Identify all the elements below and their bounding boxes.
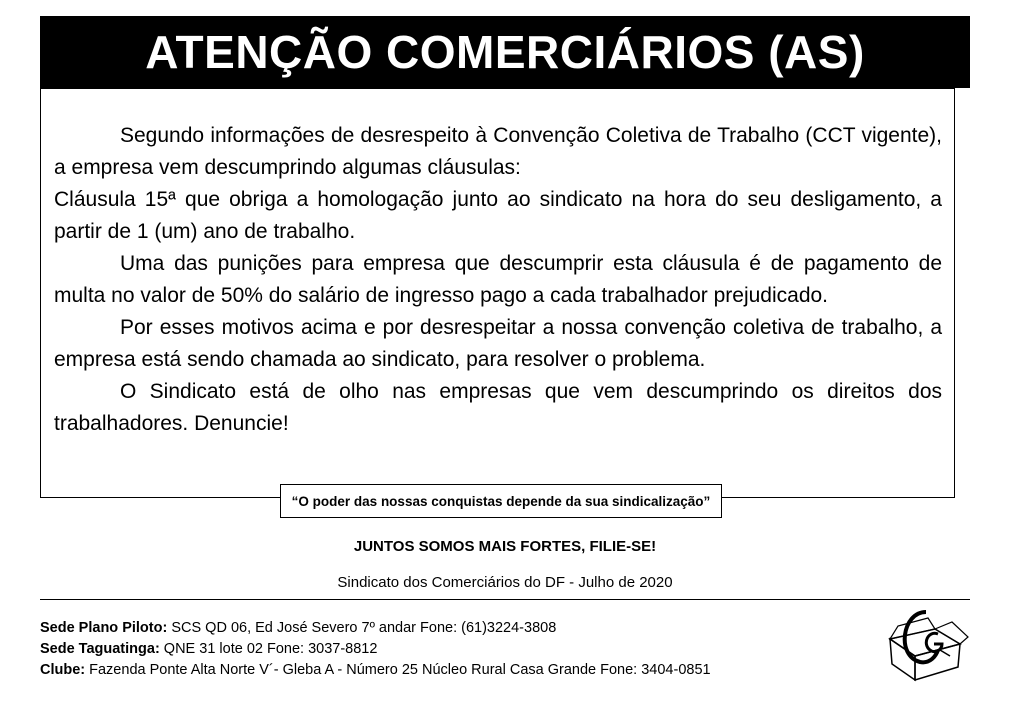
contact-text: SCS QD 06, Ed José Severo 7º andar Fone: (61)3224-3808 [167, 620, 557, 636]
page-title: ATENÇÃO COMERCIÁRIOS (AS) [40, 16, 970, 88]
slogan: JUNTOS SOMOS MAIS FORTES, FILIE-SE! [353, 538, 657, 555]
paragraph-intro: Segundo informações de desrespeito à Convenção Coletiva de Trabalho (CCT vigente), a empresa vem descumprindo algumas cláusulas: [54, 124, 942, 179]
paragraph-penalty: Uma das punições para empresa que descumprir esta cláusula é de pagamento de multa no valor de 50% do salário de ingresso pago a cada trabalhador prejudicado. [54, 252, 942, 307]
paragraph-clause: Cláusula 15ª que obriga a homologação junto ao sindicato na hora do seu desligamento, a partir de 1 (um) ano de trabalho. [54, 188, 942, 243]
contact-text: QNE 31 lote 02 Fone: 3037-8812 [159, 641, 378, 657]
contact-clube [40, 660, 711, 681]
contact-label: Sede Plano Piloto: [40, 620, 168, 636]
paragraph-denounce: O Sindicato está de olho nas empresas que vem descumprindo os direitos dos trabalhadores. Denuncie! [54, 380, 942, 435]
contact-taguatinga [40, 639, 711, 660]
contact-text: Fazenda Ponte Alta Norte V´- Gleba A - Número 25 Núcleo Rural Casa Grande Fone: 3404-0851 [85, 662, 711, 678]
notice-body [54, 120, 942, 440]
paragraph-reasons: Por esses motivos acima e por desrespeitar a nossa convenção coletiva de trabalho, a empresa está sendo chamada ao sindicato, para resolver o problema. [54, 316, 942, 371]
contact-label: Sede Taguatinga: [40, 641, 160, 657]
quote-box: “O poder das nossas conquistas depende da sua sindicalização” [280, 484, 722, 518]
union-logo-icon [880, 604, 970, 684]
contact-plano-piloto [40, 618, 711, 639]
signature: Sindicato dos Comerciários do DF - Julho de 2020 [337, 574, 673, 591]
divider [40, 599, 970, 600]
contacts [40, 618, 711, 681]
contact-label: Clube: [40, 662, 86, 678]
